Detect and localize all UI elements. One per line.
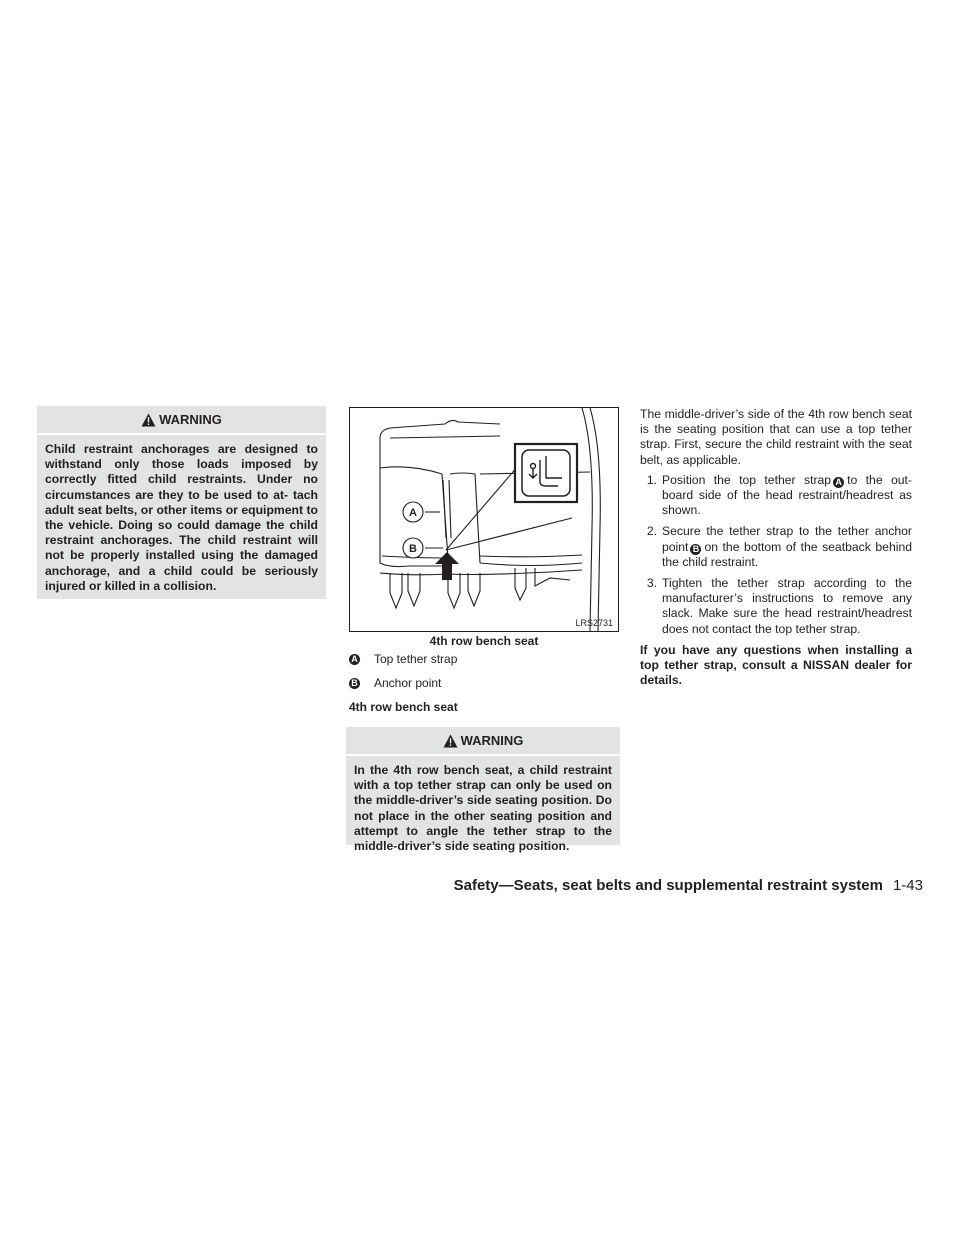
legend-text-a: Top tether strap — [374, 652, 458, 666]
footer-section-title: Safety—Seats, seat belts and supplemental restraint system — [453, 877, 883, 894]
instructions-column — [640, 407, 912, 688]
callout-b-icon: B — [690, 544, 701, 555]
step-number: 3. — [646, 576, 657, 591]
step-item — [640, 576, 912, 637]
legend-item-a — [349, 652, 457, 666]
callout-a-icon: A — [833, 477, 844, 488]
closing-paragraph: If you have any questions when installing a top tether strap, consult a NISSAN dealer for details. — [640, 642, 912, 688]
warning-header-1 — [37, 406, 326, 435]
warning-triangle-icon — [141, 413, 156, 427]
legend-item-b — [349, 676, 441, 690]
warning-triangle-icon — [443, 734, 458, 748]
bench-seat-illustration — [350, 408, 618, 631]
step-item — [640, 473, 912, 519]
step-item — [640, 524, 912, 570]
warning-text-1: Child restraint anchorages are designed to withstand only those loads imposed by correctly fitted child restraints. Under no circumstances are they to be used to at- tach adult seat belts, or other items or equipment to the vehicle. Doing so could damage the child restraint anchorages. The child restraint will not be properly installed using the damaged anchorage, and a child could be seriously injured or killed in a collision. — [45, 442, 318, 593]
warning-text-2: In the 4th row bench seat, a child restraint with a top tether strap can only be used on the middle-driver’s side seating position. Do not place in the other seating position and attempt to angle the tether strap to the middle-driver’s side seating position. — [354, 763, 612, 854]
warning-box-1 — [37, 406, 326, 599]
page-number: 1-43 — [892, 877, 923, 894]
step-number: 2. — [646, 524, 657, 539]
figure-label-b: B — [409, 543, 417, 555]
callout-b-icon: B — [349, 678, 360, 689]
warning-title-1: WARNING — [159, 412, 222, 427]
warning-box-2 — [346, 727, 620, 854]
warning-title-2: WARNING — [460, 733, 524, 748]
seat-figure — [349, 407, 619, 632]
step-text: Position the top tether strap — [662, 472, 832, 487]
legend-text-b: Anchor point — [374, 676, 442, 690]
figure-caption: 4th row bench seat — [429, 634, 539, 648]
step-text: on the bottom of the seatback behind the child restraint. — [662, 539, 912, 569]
step-text: Tighten the tether strap according to the manufacturer’s instructions to remove any slack. Make sure the head restraint/headrest does not contact the top tether strap. — [662, 576, 912, 636]
step-number: 1. — [646, 472, 657, 487]
callout-a-icon: A — [349, 654, 360, 665]
page-footer — [0, 877, 923, 894]
intro-paragraph: The middle-driver’s side of the 4th row bench seat is the seating position that can use a top tether strap. First, secure the child restraint with the seat belt, as applicable. — [640, 407, 912, 467]
warning-header-2 — [346, 727, 620, 756]
step-text: Secure the tether strap to the tether anchor point — [662, 524, 912, 554]
figure-label-a: A — [409, 507, 417, 519]
steps-list — [640, 473, 912, 637]
step-text: to the out- board side of the head restraint/headrest as shown. — [662, 472, 912, 518]
figure-code: LRS2731 — [575, 618, 613, 628]
subheading: 4th row bench seat — [349, 700, 458, 714]
